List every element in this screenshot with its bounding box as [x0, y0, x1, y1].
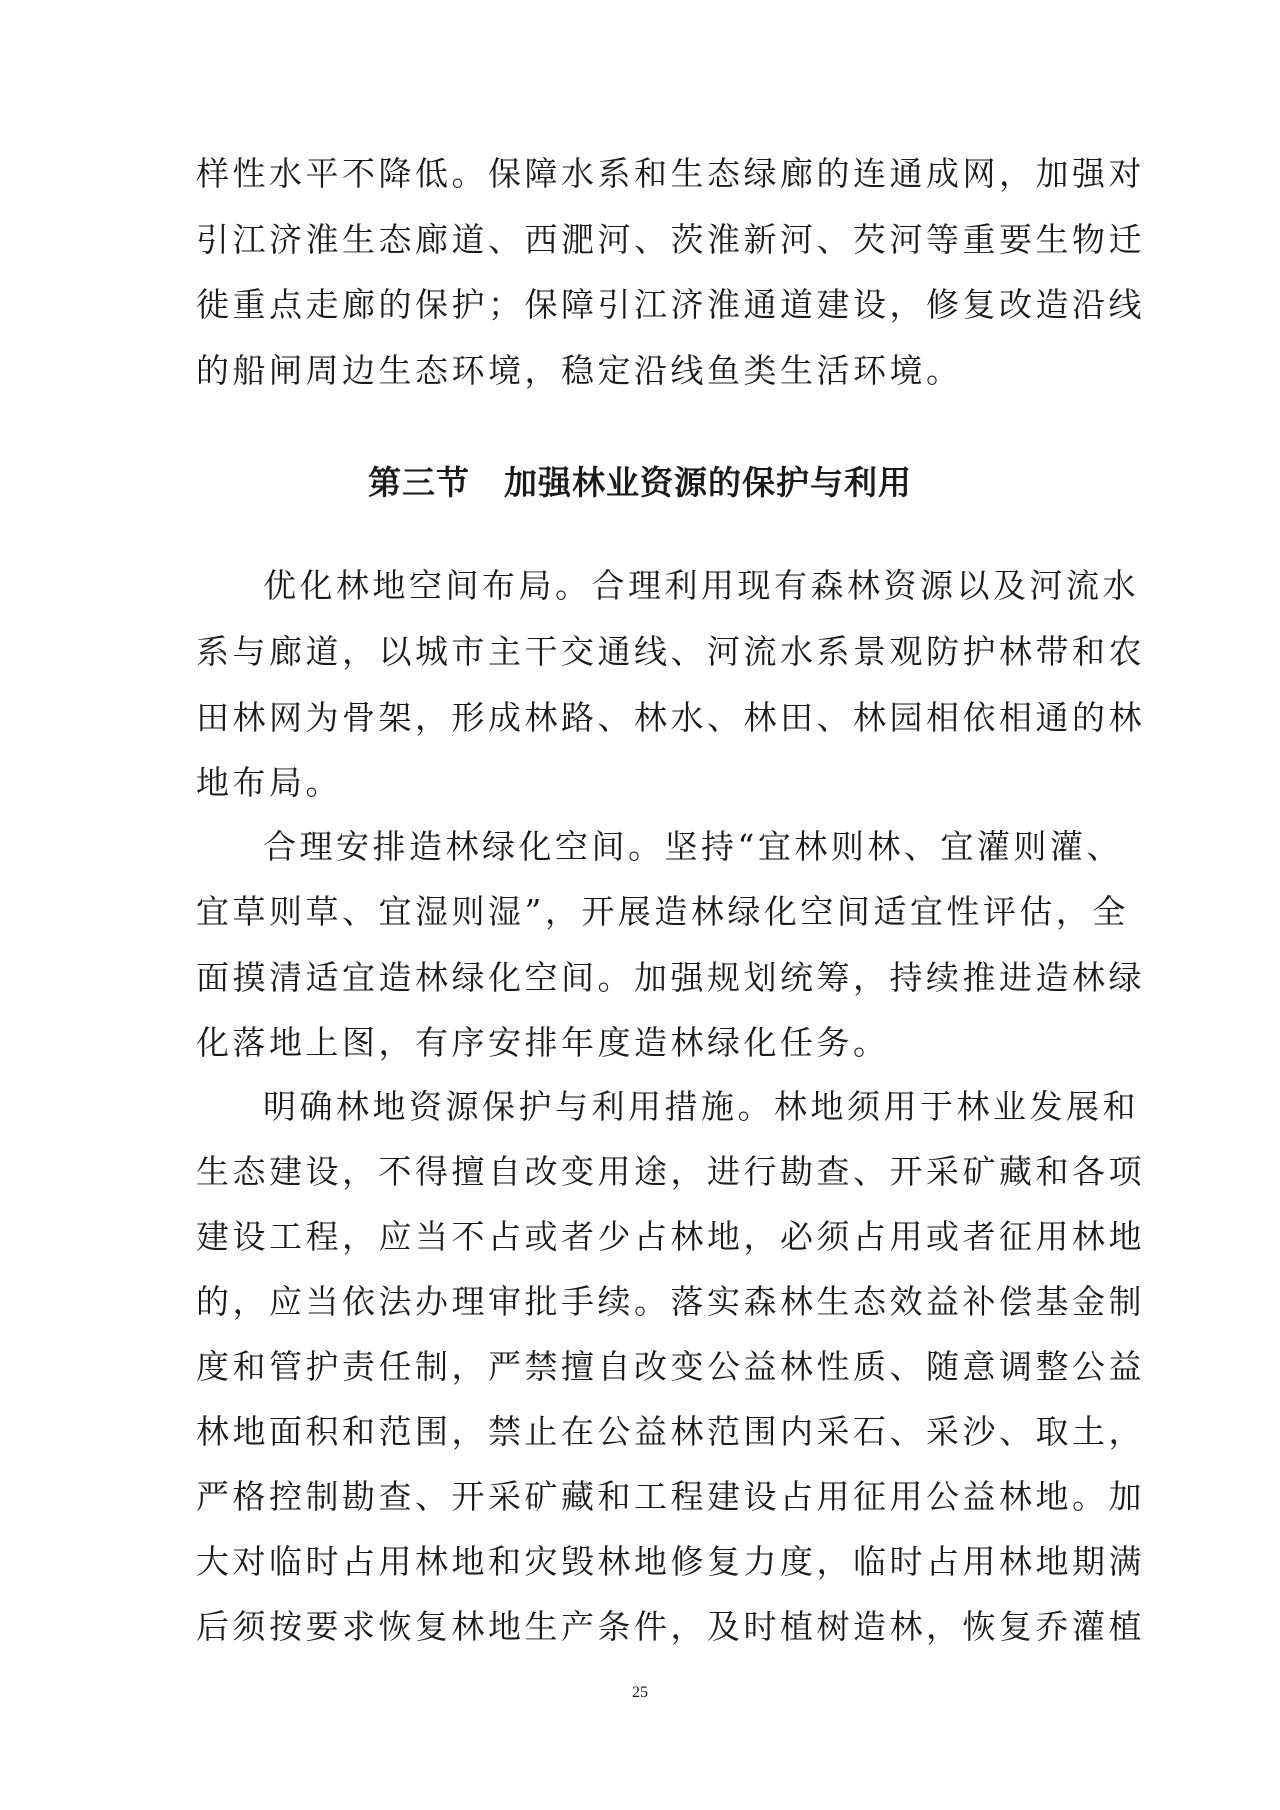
text-line: 的，应当依法办理审批手续。落实森林生态效益补偿基金制	[196, 1282, 1145, 1321]
text-line: 田林网为骨架，形成林路、林水、林田、林园相依相通的林	[196, 698, 1145, 737]
text-line: 后须按要求恢复林地生产条件，及时植树造林，恢复乔灌植	[196, 1607, 1145, 1646]
text-line: 的船闸周边生态环境，稳定沿线鱼类生活环境。	[196, 351, 963, 390]
page-number: 25	[632, 1684, 648, 1701]
text-line: 林地面积和范围，禁止在公益林范围内采石、采沙、取土，	[196, 1412, 1145, 1451]
text-line: 系与廊道，以城市主干交通线、河流水系景观防护林带和农	[196, 632, 1145, 671]
text-line: 优化林地空间布局。合理利用现有森林资源以及河流水	[263, 566, 1139, 605]
text-line: 严格控制勘查、开采矿藏和工程建设占用征用公益林地。加	[196, 1477, 1145, 1516]
text-line: 大对临时占用林地和灾毁林地修复力度，临时占用林地期满	[196, 1542, 1145, 1581]
text-line: 化落地上图，有序安排年度造林绿化任务。	[196, 1023, 890, 1062]
text-line: 样性水平不降低。保障水系和生态绿廊的连通成网，加强对	[196, 154, 1145, 193]
text-line: 面摸清适宜造林绿化空间。加强规划统筹，持续推进造林绿	[196, 958, 1145, 997]
text-line: 度和管护责任制，严禁擅自改变公益林性质、随意调整公益	[196, 1347, 1145, 1386]
text-line: 徙重点走廊的保护；保障引江济淮通道建设，修复改造沿线	[196, 285, 1145, 324]
text-line: 合理安排造林绿化空间。坚持“宜林则林、宜灌则灌、	[263, 827, 1123, 866]
text-line: 生态建设，不得擅自改变用途，进行勘查、开采矿藏和各项	[196, 1152, 1145, 1191]
text-line: 建设工程，应当不占或者少占林地，必须占用或者征用林地	[196, 1217, 1145, 1256]
text-line: 引江济淮生态廊道、西淝河、茨淮新河、芡河等重要生物迁	[196, 220, 1145, 259]
text-line: 宜草则草、宜湿则湿”，开展造林绿化空间适宜性评估，全	[196, 892, 1129, 931]
text-line: 明确林地资源保护与利用措施。林地须用于林业发展和	[263, 1087, 1139, 1126]
text-line: 地布局。	[196, 763, 342, 802]
section-heading: 第三节 加强林业资源的保护与利用	[368, 463, 912, 502]
